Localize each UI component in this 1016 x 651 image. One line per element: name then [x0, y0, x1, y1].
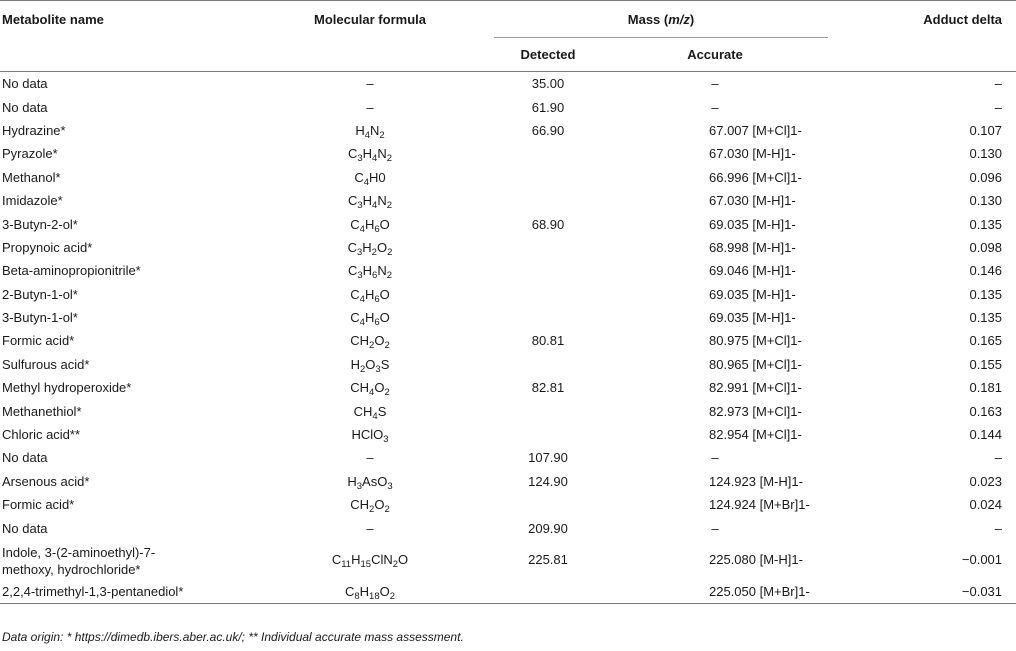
header-mass-suffix: ) — [689, 11, 695, 27]
formula-subscript: 2 — [379, 129, 385, 141]
formula-part: H — [351, 552, 361, 568]
cell-adduct-delta: 0.165 — [969, 333, 1003, 349]
cell-adduct-delta: 0.146 — [969, 263, 1003, 279]
header-detected: Detected — [494, 38, 602, 72]
formula-part: O — [379, 216, 390, 232]
formula-subscript: 3 — [375, 363, 381, 375]
cell-detected-mass: 82.81 — [531, 380, 565, 396]
header-metabolite-name: Metabolite name — [0, 1, 246, 72]
formula-part: AsO — [362, 473, 388, 489]
formula-part: H — [347, 473, 357, 489]
cell-adduct-delta: – — [994, 76, 1003, 92]
cell-adduct-delta: 0.135 — [969, 216, 1003, 232]
cell-detected-mass: 61.90 — [531, 99, 565, 115]
cell-metabolite-name: Sulfurous acid* — [2, 356, 90, 372]
formula-part: O — [379, 310, 390, 326]
formula-part: S — [377, 403, 387, 419]
cell-adduct-delta: 0.130 — [969, 193, 1003, 209]
cell-metabolite-name: 2-Butyn-1-ol* — [2, 286, 78, 302]
cell-metabolite-name: 3-Butyn-1-ol* — [2, 310, 78, 326]
formula-part: H — [355, 122, 365, 138]
cell-accurate-mass: 69.046 [M-H]1- — [709, 263, 796, 279]
cell-metabolite-name: Hydrazine* — [2, 122, 66, 138]
formula-part: O — [398, 552, 409, 568]
formula-part: – — [366, 99, 374, 115]
cell-molecular-formula — [246, 236, 494, 259]
cell-molecular-formula — [246, 399, 494, 422]
formula-part: C — [331, 552, 342, 568]
formula-part: S — [380, 356, 390, 372]
formula-part: N — [377, 263, 387, 279]
cell-adduct-delta: – — [994, 99, 1003, 115]
formula-part: – — [366, 520, 374, 536]
table-row — [0, 399, 1016, 422]
cell-accurate-mass: – — [711, 99, 719, 115]
formula-subscript: 2 — [389, 591, 396, 602]
formula-subscript: 2 — [384, 504, 390, 516]
formula-part: O — [379, 584, 390, 599]
formula-part: HClO — [351, 427, 384, 443]
formula-part: CH — [350, 333, 370, 349]
formula-subscript: 4 — [359, 223, 365, 235]
formula-subscript: 6 — [374, 317, 380, 329]
cell-metabolite-name: Chloric acid** — [2, 427, 81, 443]
cell-accurate-mass: 82.991 [M+Cl]1- — [709, 380, 802, 396]
cell-accurate-mass: – — [711, 520, 719, 536]
cell-metabolite-name: 3-Butyn-2-ol* — [2, 216, 78, 232]
table-row — [0, 142, 1016, 165]
cell-detected-mass: 66.90 — [531, 122, 565, 138]
formula-subscript: 4 — [364, 129, 370, 141]
formula-part: C — [350, 310, 360, 326]
cell-adduct-delta: 0.107 — [969, 122, 1003, 138]
cell-adduct-delta: – — [994, 450, 1003, 466]
formula-part: O — [374, 380, 385, 396]
cell-molecular-formula — [246, 95, 494, 118]
table-footnote: Data origin: * https://dimedb.ibers.aber.ac.uk/; ** Individual accurate mass assessment. — [2, 630, 464, 644]
cell-detected-mass — [494, 166, 602, 189]
cell-metabolite-name: Methanethiol* — [2, 403, 82, 419]
cell-adduct-delta: 0.130 — [969, 146, 1003, 162]
cell-molecular-formula — [246, 212, 494, 235]
cell-metabolite-name: Imidazole* — [2, 193, 63, 209]
table-row — [0, 580, 1016, 604]
formula-part: N — [377, 146, 387, 162]
cell-molecular-formula — [246, 493, 494, 516]
cell-metabolite-name: No data — [2, 99, 48, 115]
formula-subscript: 8 — [354, 591, 360, 602]
cell-detected-mass: 107.90 — [528, 450, 568, 466]
table-row — [0, 540, 1016, 580]
formula-subscript: 2 — [386, 153, 393, 165]
cell-detected-mass — [494, 142, 602, 165]
cell-metabolite-name: Formic acid* — [2, 497, 75, 513]
formula-subscript: 15 — [360, 559, 372, 571]
cell-accurate-mass: 124.924 [M+Br]1- — [709, 497, 810, 513]
table-row — [0, 329, 1016, 352]
cell-accurate-mass: 225.050 [M+Br]1- — [602, 580, 828, 604]
formula-subscript: 3 — [387, 480, 393, 492]
cell-molecular-formula — [246, 446, 494, 469]
formula-subscript: 2 — [369, 340, 375, 352]
cell-metabolite-name: No data — [2, 76, 48, 92]
cell-metabolite-name — [0, 540, 246, 580]
formula-subscript: 4 — [369, 387, 375, 399]
table-row — [0, 189, 1016, 212]
cell-detected-mass — [494, 236, 602, 259]
cell-detected-mass — [494, 580, 602, 604]
formula-subscript: 4 — [359, 317, 365, 329]
table-row — [0, 236, 1016, 259]
formula-part: – — [366, 450, 374, 466]
cell-molecular-formula — [246, 353, 494, 376]
cell-accurate-mass: 69.035 [M-H]1- — [709, 216, 796, 232]
formula-subscript: 3 — [357, 200, 363, 212]
cell-detected-mass: 35.00 — [531, 76, 565, 92]
cell-accurate-mass: – — [711, 450, 719, 466]
formula-subscript: 6 — [374, 293, 380, 305]
cell-adduct-delta: 0.135 — [969, 310, 1003, 326]
header-molecular-formula: Molecular formula — [246, 1, 494, 72]
header-mass-unit: m/z — [668, 11, 690, 27]
cell-molecular-formula — [246, 516, 494, 539]
cell-accurate-mass: 66.996 [M+Cl]1- — [709, 169, 802, 185]
formula-subscript: 6 — [374, 223, 380, 235]
table-header — [0, 1, 1016, 72]
cell-metabolite-name: 2,2,4-trimethyl-1,3-pentanediol* — [0, 580, 246, 604]
table-row — [0, 516, 1016, 539]
cell-detected-mass — [494, 493, 602, 516]
cell-detected-mass — [494, 399, 602, 422]
formula-part: CH — [350, 497, 370, 513]
table-row — [0, 306, 1016, 329]
formula-part: CH — [353, 403, 373, 419]
formula-subscript: 2 — [384, 387, 390, 399]
formula-part: C — [347, 263, 358, 279]
cell-molecular-formula — [246, 580, 494, 604]
cell-metabolite-name: Arsenous acid* — [2, 473, 90, 489]
formula-subscript: 3 — [357, 153, 363, 165]
cell-molecular-formula — [246, 470, 494, 493]
formula-part: C — [344, 584, 355, 599]
formula-part: H — [362, 146, 373, 162]
cell-molecular-formula — [246, 376, 494, 399]
cell-molecular-formula — [246, 306, 494, 329]
cell-detected-mass — [494, 353, 602, 376]
table-row — [0, 446, 1016, 469]
cell-metabolite-name: Beta-aminopropionitrile* — [2, 263, 141, 279]
cell-molecular-formula — [246, 423, 494, 446]
formula-subscript: 3 — [356, 480, 363, 492]
cell-adduct-delta: 0.163 — [969, 403, 1003, 419]
formula-part: H — [359, 584, 370, 599]
cell-accurate-mass: 80.965 [M+Cl]1- — [709, 356, 802, 372]
formula-part: H — [364, 286, 375, 302]
cell-molecular-formula — [246, 119, 494, 142]
formula-subscript: 4 — [359, 293, 365, 305]
formula-part: O — [365, 356, 376, 372]
table-row — [0, 376, 1016, 399]
cell-accurate-mass: 67.030 [M-H]1- — [709, 146, 796, 162]
table-body — [0, 72, 1016, 604]
formula-subscript: 4 — [372, 410, 378, 422]
cell-molecular-formula — [246, 72, 494, 96]
cell-adduct-delta: 0.181 — [969, 380, 1003, 396]
formula-subscript: 2 — [386, 200, 393, 212]
cell-detected-mass: 209.90 — [528, 520, 568, 536]
table-row — [0, 166, 1016, 189]
cell-detected-mass: 225.81 — [528, 552, 568, 568]
formula-subscript: 2 — [392, 559, 399, 571]
cell-adduct-delta: 0.135 — [969, 286, 1003, 302]
formula-subscript: 3 — [356, 246, 363, 258]
cell-metabolite-name: Pyrazole* — [2, 146, 58, 162]
cell-accurate-mass: 82.954 [M+Cl]1- — [709, 427, 802, 443]
formula-part: N — [377, 193, 387, 209]
table-row — [0, 470, 1016, 493]
cell-metabolite-name: No data — [2, 450, 48, 466]
formula-part: H — [362, 193, 373, 209]
cell-adduct-delta: 0.096 — [969, 169, 1003, 185]
cell-accurate-mass: 68.998 [M-H]1- — [709, 239, 796, 255]
cell-accurate-mass: 67.030 [M-H]1- — [709, 193, 796, 209]
cell-detected-mass: 68.90 — [531, 216, 565, 232]
table-row — [0, 95, 1016, 118]
cell-accurate-mass: – — [711, 76, 719, 92]
cell-metabolite-name: No data — [2, 520, 48, 536]
formula-part: H — [350, 356, 360, 372]
cell-adduct-delta: 0.144 — [969, 427, 1003, 443]
formula-part: N — [370, 122, 380, 138]
table-row — [0, 212, 1016, 235]
cell-metabolite-name: Formic acid* — [2, 333, 75, 349]
table-row — [0, 72, 1016, 96]
cell-adduct-delta: 0.098 — [969, 239, 1003, 255]
cell-metabolite-name-line2: methoxy, hydrochloride* — [2, 561, 141, 577]
cell-metabolite-name: Methyl hydroperoxide* — [2, 380, 132, 396]
formula-subscript: 2 — [386, 270, 393, 282]
formula-part: C — [354, 169, 364, 185]
cell-molecular-formula — [246, 540, 494, 580]
formula-subscript: 2 — [369, 504, 375, 516]
formula-subscript: 11 — [341, 559, 352, 571]
cell-molecular-formula — [246, 329, 494, 352]
formula-subscript: 2 — [384, 340, 390, 352]
header-mass-prefix: Mass ( — [627, 11, 669, 27]
cell-molecular-formula — [246, 283, 494, 306]
cell-detected-mass — [494, 189, 602, 212]
cell-accurate-mass: 225.080 [M-H]1- — [709, 552, 803, 568]
cell-molecular-formula — [246, 189, 494, 212]
cell-adduct-delta: 0.155 — [969, 356, 1003, 372]
table-row — [0, 353, 1016, 376]
header-mass — [494, 1, 828, 38]
cell-accurate-mass: 82.973 [M+Cl]1- — [709, 403, 802, 419]
header-adduct-delta: Adduct delta — [828, 1, 1016, 72]
cell-metabolite-name-line1: Indole, 3-(2-aminoethyl)-7- — [2, 544, 156, 560]
table-row — [0, 119, 1016, 142]
cell-adduct-delta: 0.023 — [969, 473, 1003, 489]
formula-part: H — [364, 310, 375, 326]
cell-detected-mass — [494, 283, 602, 306]
table-row — [0, 423, 1016, 446]
formula-part: O — [374, 497, 385, 513]
formula-subscript: 18 — [369, 591, 380, 602]
cell-adduct-delta: 0.024 — [969, 497, 1003, 513]
formula-subscript: 2 — [371, 246, 377, 258]
formula-part: C — [350, 216, 360, 232]
formula-subscript: 2 — [387, 246, 393, 258]
formula-subscript: 3 — [357, 270, 363, 282]
formula-subscript: 2 — [360, 363, 366, 375]
formula-subscript: 4 — [372, 200, 378, 212]
header-accurate: Accurate — [602, 38, 828, 72]
cell-accurate-mass: 124.923 [M-H]1- — [709, 473, 803, 489]
formula-part: H0 — [369, 169, 386, 185]
formula-part: O — [379, 286, 390, 302]
cell-accurate-mass: 67.007 [M+Cl]1- — [709, 122, 802, 138]
table-row — [0, 259, 1016, 282]
cell-accurate-mass: 69.035 [M-H]1- — [709, 310, 796, 326]
cell-detected-mass: 124.90 — [528, 473, 568, 489]
cell-molecular-formula — [246, 166, 494, 189]
cell-metabolite-name: Methanol* — [2, 169, 61, 185]
formula-subscript: 6 — [372, 270, 378, 282]
cell-detected-mass — [494, 259, 602, 282]
formula-part: O — [376, 239, 388, 255]
formula-part: C — [350, 286, 360, 302]
formula-part: C — [347, 146, 358, 162]
cell-accurate-mass: 80.975 [M+Cl]1- — [709, 333, 802, 349]
cell-detected-mass — [494, 306, 602, 329]
formula-part: CH — [350, 380, 370, 396]
table-row — [0, 493, 1016, 516]
formula-part: C — [347, 193, 358, 209]
cell-molecular-formula — [246, 142, 494, 165]
cell-metabolite-name: Propynoic acid* — [2, 239, 93, 255]
formula-part: C — [347, 239, 357, 255]
formula-part: O — [374, 333, 385, 349]
formula-part: – — [366, 76, 374, 92]
cell-detected-mass — [494, 423, 602, 446]
cell-adduct-delta: – — [994, 520, 1003, 536]
formula-subscript: 3 — [383, 434, 389, 446]
formula-subscript: 4 — [372, 153, 378, 165]
cell-accurate-mass: 69.035 [M-H]1- — [709, 286, 796, 302]
formula-part: H — [364, 216, 375, 232]
cell-molecular-formula — [246, 259, 494, 282]
formula-part: ClN — [371, 552, 393, 568]
cell-adduct-delta: −0.031 — [828, 580, 1016, 604]
formula-subscript: 4 — [363, 176, 370, 188]
formula-part: H — [362, 239, 372, 255]
table-row — [0, 283, 1016, 306]
cell-detected-mass: 80.81 — [531, 333, 565, 349]
cell-adduct-delta: −0.001 — [961, 552, 1003, 568]
formula-part: H — [362, 263, 373, 279]
